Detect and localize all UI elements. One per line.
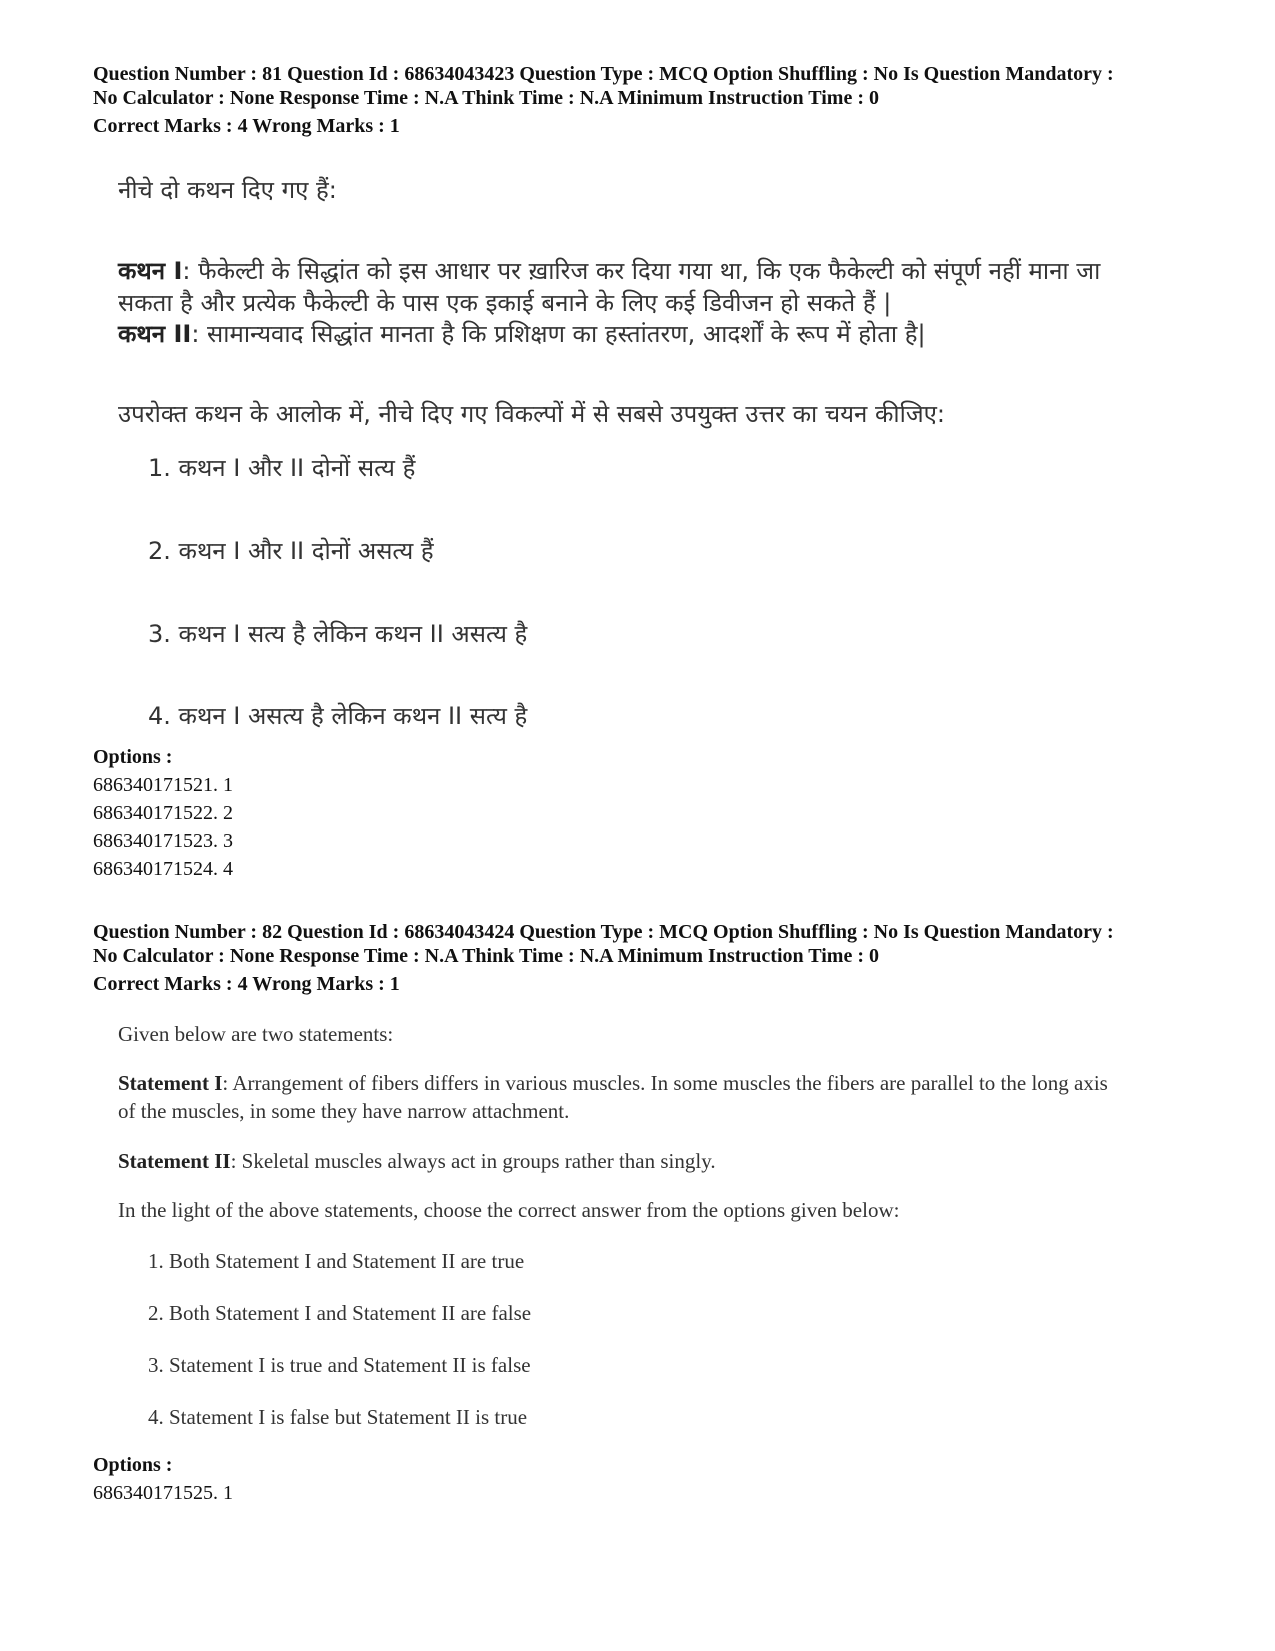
q81-option-2: 686340171522. 2 bbox=[93, 802, 233, 824]
q82-choice-2: 2. Both Statement I and Statement II are false bbox=[148, 1301, 532, 1325]
q81-meta-line1: Question Number : 81 Question Id : 68634043423 Question Type : MCQ Option Shuffling : No Is Question Mandatory : bbox=[93, 63, 1114, 85]
q81-marks: Correct Marks : 4 Wrong Marks : 1 bbox=[93, 115, 400, 137]
q81-option-1: 686340171521. 1 bbox=[93, 774, 233, 796]
q81-option-4: 686340171524. 4 bbox=[93, 858, 233, 880]
q82-prompt: In the light of the above statements, choose the correct answer from the options given below: bbox=[118, 1198, 900, 1222]
q82-choice-3: 3. Statement I is true and Statement II is false bbox=[148, 1353, 531, 1377]
q81-s2-text: : सामान्यवाद सिद्धांत मानता है कि प्रशिक्षण का हस्तांतरण, आदर्शों के रूप में होता है| bbox=[191, 320, 926, 348]
q82-statement-1 bbox=[118, 1069, 1118, 1125]
q81-choice-4: 4. कथन I असत्य है लेकिन कथन II सत्य है bbox=[148, 702, 528, 730]
q82-options-label: Options : bbox=[93, 1454, 173, 1476]
q82-option-1: 686340171525. 1 bbox=[93, 1482, 233, 1504]
q82-intro: Given below are two statements: bbox=[118, 1022, 394, 1046]
q82-s1-text: : Arrangement of fibers differs in various muscles. In some muscles the fibers are parallel to the long axis of the muscles, in some they have narrow attachment. bbox=[118, 1071, 1108, 1123]
q81-option-3: 686340171523. 3 bbox=[93, 830, 233, 852]
q82-s1-label: Statement I bbox=[118, 1071, 223, 1095]
q82-meta-line1: Question Number : 82 Question Id : 68634043424 Question Type : MCQ Option Shuffling : No Is Question Mandatory : bbox=[93, 921, 1114, 943]
q82-s2-text: : Skeletal muscles always act in groups rather than singly. bbox=[230, 1149, 716, 1173]
q81-s1-text: : फैकेल्टी के सिद्धांत को इस आधार पर ख़ारिज कर दिया गया था, कि एक फैकेल्टी को संपूर्ण नहीं माना जा सकता है और प्रत्येक फैकेल्टी के पास एक इकाई बनाने के लिए कई डिवीजन हो सकते हैं | bbox=[118, 257, 1101, 317]
q82-choice-1: 1. Both Statement I and Statement II are true bbox=[148, 1249, 525, 1273]
q81-statement-2 bbox=[118, 318, 1198, 350]
q82-metadata bbox=[93, 920, 1193, 996]
q81-choice-2: 2. कथन I और II दोनों असत्य हैं bbox=[148, 537, 434, 565]
q82-marks: Correct Marks : 4 Wrong Marks : 1 bbox=[93, 973, 400, 995]
q81-s1-label: कथन I bbox=[118, 257, 183, 285]
q81-intro: नीचे दो कथन दिए गए हैं: bbox=[118, 176, 337, 204]
q81-metadata bbox=[93, 62, 1193, 138]
q81-options-label: Options : bbox=[93, 746, 173, 768]
q81-meta-line2: No Calculator : None Response Time : N.A Think Time : N.A Minimum Instruction Time : 0 bbox=[93, 87, 879, 109]
q81-choice-1: 1. कथन I और II दोनों सत्य हैं bbox=[148, 454, 416, 482]
q81-statement-1 bbox=[118, 255, 1138, 319]
q81-prompt: उपरोक्त कथन के आलोक में, नीचे दिए गए विकल्पों में से सबसे उपयुक्त उत्तर का चयन कीजिए: bbox=[118, 400, 945, 428]
q81-s2-label: कथन II bbox=[118, 320, 192, 348]
q82-s2-label: Statement II bbox=[118, 1149, 231, 1173]
q82-statement-2 bbox=[118, 1147, 1198, 1175]
q81-choice-3: 3. कथन I सत्य है लेकिन कथन II असत्य है bbox=[148, 620, 528, 648]
q82-choice-4: 4. Statement I is false but Statement II is true bbox=[148, 1405, 528, 1429]
q82-meta-line2: No Calculator : None Response Time : N.A Think Time : N.A Minimum Instruction Time : 0 bbox=[93, 945, 879, 967]
